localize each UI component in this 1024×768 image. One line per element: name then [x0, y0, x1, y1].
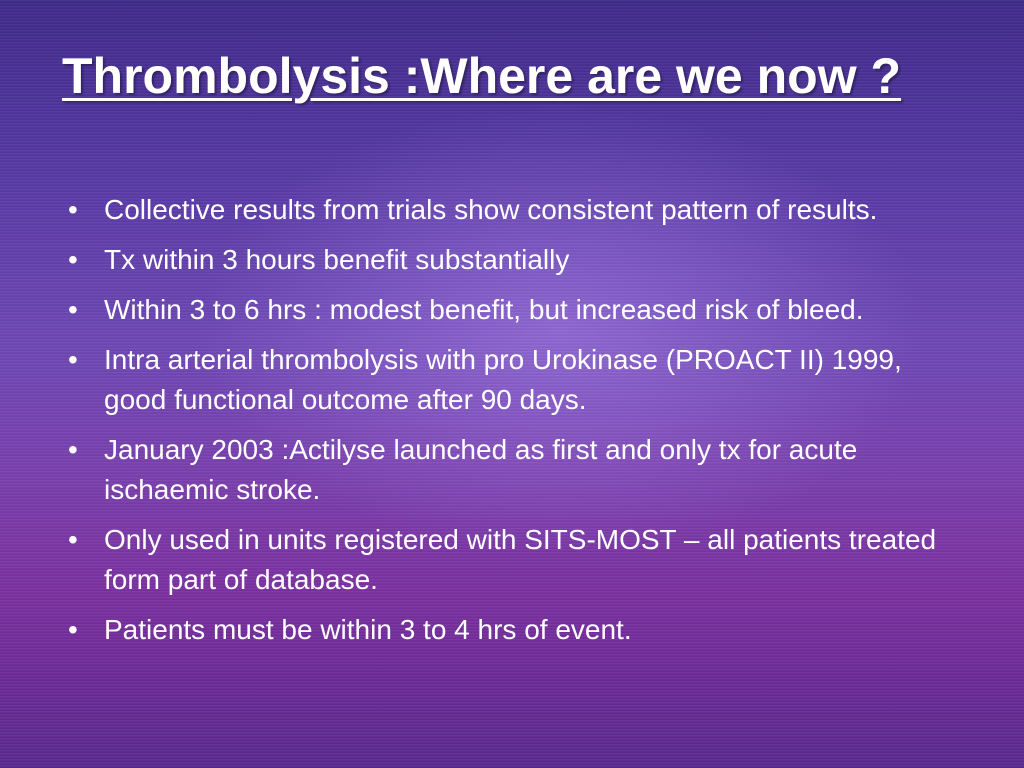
- bullet-text: January 2003 :Actilyse launched as first and only tx for acute ischaemic stroke.: [104, 434, 858, 505]
- bullet-text: Patients must be within 3 to 4 hrs of event.: [104, 614, 632, 645]
- bullet-item: [62, 520, 962, 600]
- bullet-icon: •: [68, 194, 78, 225]
- bullet-text: Only used in units registered with SITS-MOST – all patients treated form part of database.: [104, 524, 937, 595]
- bullet-icon: •: [68, 614, 78, 645]
- bullet-icon: •: [68, 294, 78, 325]
- bullet-text: Tx within 3 hours benefit substantially: [104, 244, 570, 275]
- slide-title: Thrombolysis :Where are we now ?: [62, 48, 902, 104]
- bullet-item: [62, 430, 962, 510]
- bullet-text: Collective results from trials show consistent pattern of results.: [104, 194, 878, 225]
- bullet-item: [62, 240, 962, 280]
- bullet-item: [62, 610, 962, 650]
- bullet-list: [62, 190, 962, 660]
- bullet-icon: •: [68, 524, 78, 555]
- bullet-text: Intra arterial thrombolysis with pro Urokinase (PROACT II) 1999, good functional outcome after 90 days.: [104, 344, 902, 415]
- bullet-icon: •: [68, 244, 78, 275]
- bullet-icon: •: [68, 344, 78, 375]
- bullet-item: [62, 290, 962, 330]
- bullet-text: Within 3 to 6 hrs : modest benefit, but increased risk of bleed.: [104, 294, 864, 325]
- bullet-item: [62, 190, 962, 230]
- bullet-icon: •: [68, 434, 78, 465]
- bullet-item: [62, 340, 962, 420]
